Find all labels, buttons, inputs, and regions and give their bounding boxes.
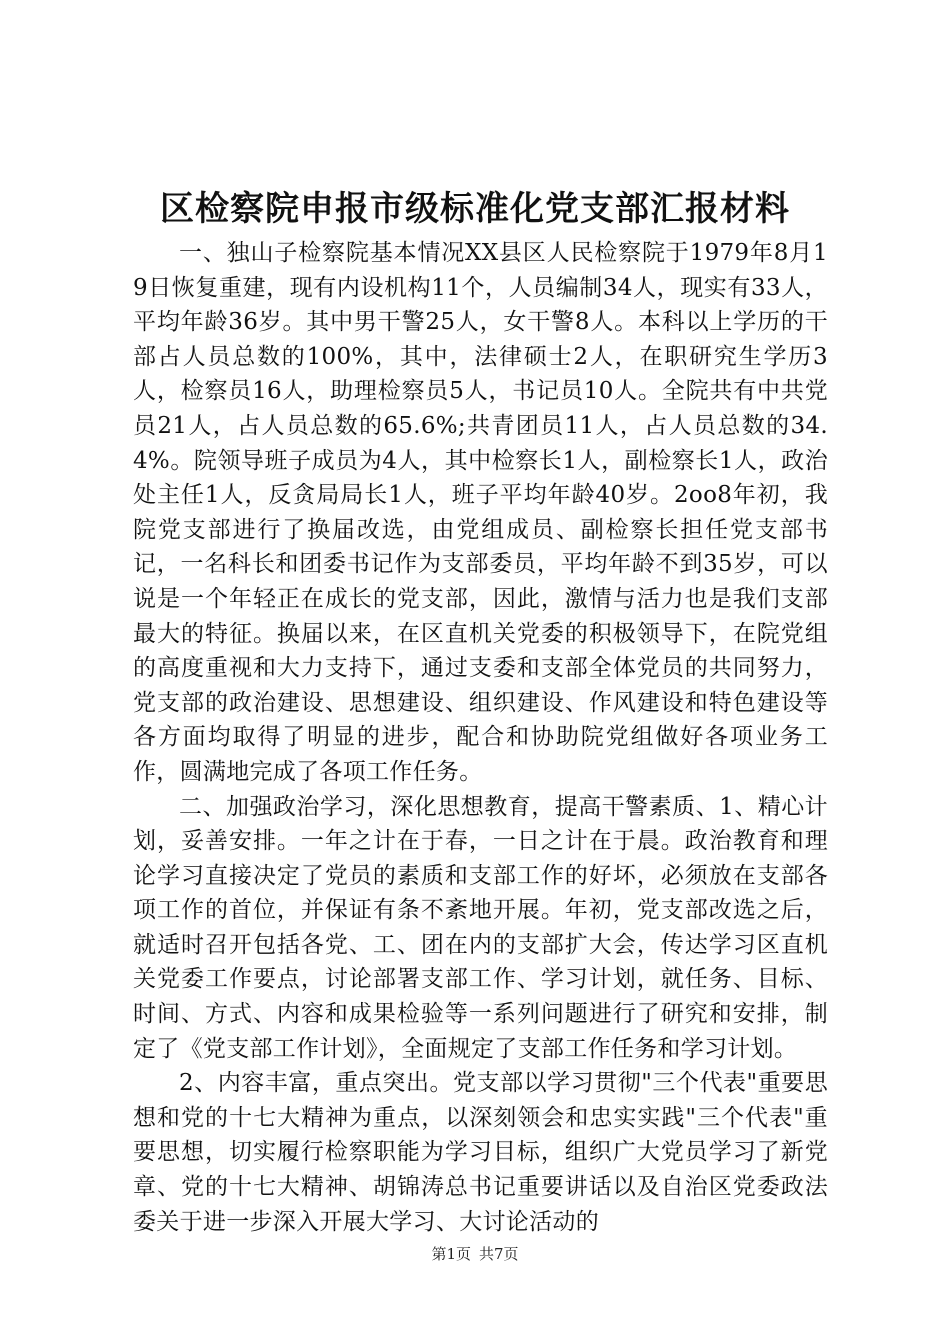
page-total: 共7页 (479, 1245, 519, 1263)
page-footer (0, 1244, 950, 1264)
paragraph-content-focus: 2、内容丰富，重点突出。党支部以学习贯彻"三个代表"重要思想和党的十七大精神为重点，以深刻领会和忠实实践"三个代表"重要思想，切实履行检察职能为学习目标，组织广大党员学习了新党章、党的十七大精神、胡锦涛总书记重要讲话以及自治区党委政法委关于进一步深入开展大学习、大讨论活动的 (133, 1070, 828, 1235)
page-number: 第1页 (431, 1245, 471, 1263)
paragraph-political-study: 二、加强政治学习，深化思想教育，提高干警素质、1、精心计划，妥善安排。一年之计在于春，一日之计在于晨。政治教育和理论学习直接决定了党员的素质和支部工作的好坏，必须放在支部各项工作的首位，并保证有条不紊地开展。年初，党支部改选之后，就适时召开包括各党、工、团在内的支部扩大会，传达学习区直机关党委工作要点，讨论部署支部工作、学习计划，就任务、目标、时间、方式、内容和成果检验等一系列问题进行了研究和安排，制定了《党支部工作计划》，全面规定了支部工作任务和学习计划。 (133, 793, 828, 1062)
paragraph-basic-info: 一、独山子检察院基本情况XX县区人民检察院于1979年8月19日恢复重建，现有内设机构11个，人员编制34人，现实有33人，平均年龄36岁。其中男干警25人，女干警8人。本科以上学历的干部占人员总数的100%，其中，法律硕士2人，在职研究生学历3人，检察员16人，助理检察员5人，书记员10人。全院共有中共党员21人，占人员总数的65.6%;共青团员11人，占人员总数的34.4%。院领导班子成员为4人，其中检察长1人，副检察长1人，政治处主任1人，反贪局局长1人，班子平均年龄40岁。2oo8年初，我院党支部进行了换届改选，由党组成员、副检察长担任党支部书记，一名科长和团委书记作为支部委员，平均年龄不到35岁，可以说是一个年轻正在成长的党支部，因此，激情与活力也是我们支部最大的特征。换届以来，在区直机关党委的积极领导下，在院党组的高度重视和大力支持下，通过支委和支部全体党员的共同努力，党支部的政治建设、思想建设、组织建设、作风建设和特色建设等各方面均取得了明显的进步，配合和协助院党组做好各项业务工作，圆满地完成了各项工作任务。 (133, 240, 828, 785)
document-title: 区检察院申报市级标准化党支部汇报材料 (160, 189, 790, 229)
document-body (133, 236, 828, 1239)
